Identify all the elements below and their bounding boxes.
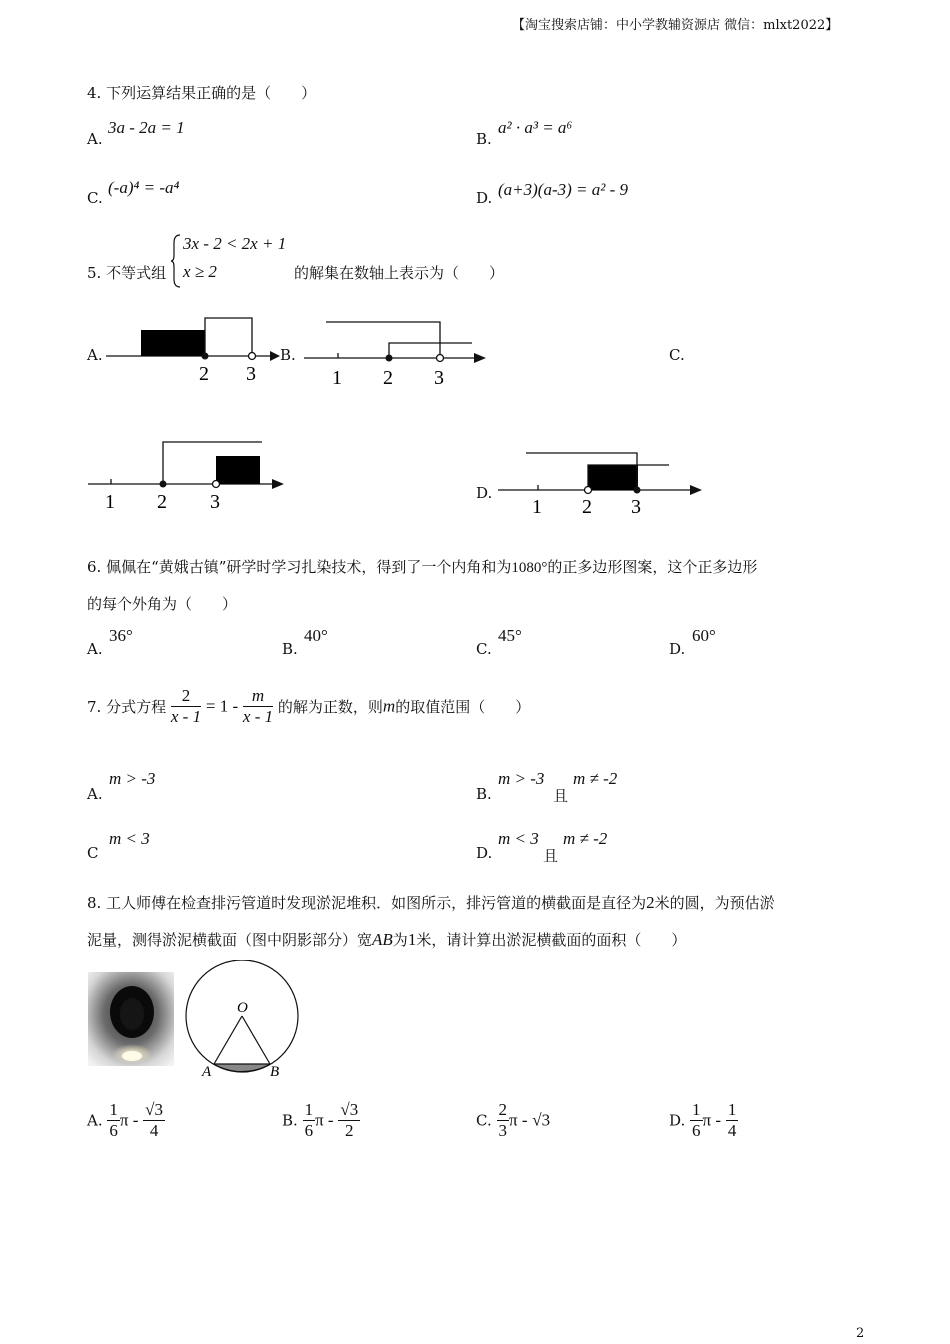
solid-point (160, 481, 167, 488)
q8-option-d-letter: D. (669, 1111, 686, 1130)
q7-frac1-numerator: 2 (171, 686, 201, 707)
q7-frac2-denominator: x - 1 (242, 707, 274, 726)
q6-option-b-value: 40° (304, 626, 328, 645)
q7-suffix-a: 的解为正数，则 (277, 698, 383, 716)
denominator: 4 (149, 1121, 159, 1140)
q4-option-b-letter: B. (476, 130, 492, 148)
tick-label: 2 (157, 491, 167, 513)
q6-option-a-value: 36° (109, 626, 133, 645)
tick-label: 1 (332, 367, 342, 389)
denominator: 2 (345, 1121, 354, 1140)
axis-arrow (270, 351, 280, 361)
q8-option-d-frac2 (726, 1100, 739, 1141)
tick-label: 3 (210, 491, 220, 513)
tick-label: 1 (532, 496, 542, 518)
q4-option-d-letter: D. (476, 189, 493, 207)
q7-option-d-letter: D. (476, 844, 493, 862)
q8-line2 (87, 929, 686, 950)
q4-option-c-letter: C. (87, 189, 103, 207)
solid-point (202, 353, 209, 360)
q6-line1 (87, 556, 757, 577)
tick-label: 2 (582, 496, 592, 518)
q8-option-b-pi: π - (315, 1110, 334, 1130)
q5-option-d-letter: D. (476, 484, 493, 502)
q8-line2b: 为 (392, 931, 408, 949)
label-b: B (270, 1064, 280, 1080)
q5-option-c-numberline (84, 436, 294, 516)
denominator: 6 (109, 1121, 118, 1140)
tick-label: 1 (105, 491, 115, 513)
shaded-region (216, 456, 260, 484)
q6-option-c-letter: C. (476, 640, 492, 658)
q7-mid: = 1 - (205, 696, 239, 716)
q8-option-c-tail: √3 (532, 1110, 551, 1130)
q5-option-c-letter: C. (669, 346, 685, 364)
q8-option-a-letter: A. (87, 1111, 103, 1130)
q8-option-a-frac1 (107, 1100, 120, 1141)
q5-option-a-numberline (100, 310, 290, 390)
axis-arrow (272, 479, 284, 489)
q6-option-d-value: 60° (692, 626, 716, 645)
q8-option-b (282, 1100, 360, 1141)
q7-suffix-b: 的取值范围（ ） (395, 698, 531, 716)
q8-option-c (476, 1100, 550, 1141)
q8-line1a: 8. 工人师傅在检查排污管道时发现淤泥堆积．如图所示，排污管道的横截面是直径为 (87, 894, 647, 912)
q6-line1a: 6. 佩佩在“黄娥古镇”研学时学习扎染技术，得到了一个内角和为 (87, 558, 512, 576)
header-banner: 【淘宝搜索店铺：中小学教辅资源店 微信：mlxt2022】 (512, 18, 839, 33)
q6-option-a-letter: A. (87, 640, 103, 658)
q8-option-a (87, 1100, 165, 1141)
hollow-point (585, 487, 592, 494)
q5-option-d-numberline (494, 446, 709, 526)
q6-option-d-letter: D. (669, 640, 686, 658)
q8-option-a-frac2 (143, 1100, 165, 1141)
q7-prefix: 7. 分式方程 (87, 698, 167, 716)
q5-option-b-numberline (300, 312, 495, 392)
q5-prefix: 5. 不等式组 (87, 264, 167, 282)
numerator: 1 (109, 1100, 118, 1119)
q6-option-c-value: 45° (498, 626, 522, 645)
q7-variable: m (382, 696, 396, 716)
q8-ab: AB (372, 930, 393, 949)
pipe-photo (88, 972, 174, 1066)
tick-label: 3 (246, 363, 256, 385)
tick-label: 3 (631, 496, 641, 518)
denominator: 6 (692, 1121, 701, 1140)
q8-option-d (669, 1100, 738, 1141)
q5-system-brace (170, 233, 182, 289)
q5-suffix: 的解集在数轴上表示为（ ） (294, 264, 505, 282)
denominator: 3 (498, 1121, 507, 1140)
q7-option-c-expr: m < 3 (109, 829, 150, 848)
q5-system-line2: x ≥ 2 (183, 262, 217, 281)
q8-circle-diagram (184, 960, 304, 1080)
q6-line2: 的每个外角为（ ） (87, 595, 238, 613)
q7-frac2-numerator: m (243, 686, 273, 707)
q8-option-b-letter: B. (282, 1111, 298, 1130)
denominator: 4 (727, 1121, 737, 1140)
q8-option-c-frac1 (497, 1100, 510, 1141)
bracket-line (389, 343, 472, 358)
label-a: A (202, 1064, 212, 1080)
q8-line2c: 米，请计算出淤泥横截面的面积（ ） (416, 931, 687, 949)
axis-arrow (690, 485, 702, 495)
q8-option-c-letter: C. (476, 1111, 492, 1130)
q8-line1b: 米的圆，为预估淤 (654, 894, 775, 912)
solid-point (386, 355, 393, 362)
q7-option-b-conj: 且 (553, 787, 569, 805)
q6-option-b-letter: B. (282, 640, 298, 658)
radius-ob (242, 1016, 270, 1064)
q8-line2a: 泥量，测得淤泥横截面（图中阴影部分）宽 (87, 931, 373, 949)
numerator: 1 (727, 1100, 737, 1119)
shaded-region (588, 465, 638, 490)
hollow-point (437, 355, 444, 362)
q5-option-b-letter: B. (280, 346, 296, 364)
q8-option-d-pi: π - (702, 1110, 722, 1130)
tick-label: 2 (383, 367, 393, 389)
numerator: √3 (145, 1100, 164, 1119)
q4-option-b-expr: a² · a³ = a⁶ (498, 118, 573, 137)
label-o: O (237, 1000, 248, 1016)
bracket-line (326, 322, 440, 358)
q8-diameter: 2 (646, 893, 655, 912)
q8-width: 1 (407, 930, 417, 949)
page-number: 2 (856, 1326, 865, 1341)
q7-option-d-expr2: m ≠ -2 (563, 829, 608, 848)
hollow-point (249, 353, 256, 360)
q7-option-b-expr: m > -3 (498, 769, 545, 788)
q8-option-c-pi: π - (509, 1110, 528, 1130)
q5-option-a-letter: A. (87, 346, 103, 364)
radius-oa (214, 1016, 242, 1064)
q7-fraction-2 (243, 686, 273, 727)
q6-angle-sum: 1080° (511, 560, 548, 576)
hollow-point (213, 481, 220, 488)
tick-label: 3 (434, 367, 444, 389)
q7-fraction-1 (171, 686, 201, 727)
q4-option-d-expr: (a+3)(a-3) = a² - 9 (498, 180, 629, 199)
q7-option-a-letter: A. (87, 785, 103, 803)
q8-option-b-frac2 (338, 1100, 360, 1141)
q4-option-a-letter: A. (87, 130, 103, 148)
bracket-line (205, 318, 252, 356)
q5-system-line1: 3x - 2 < 2x + 1 (183, 234, 287, 253)
denominator: 6 (304, 1121, 314, 1140)
q7-option-a-expr: m > -3 (109, 769, 156, 788)
solid-point (634, 487, 641, 494)
q8-line1 (87, 892, 775, 913)
shaded-region (141, 330, 205, 356)
q7-frac1-denominator: x - 1 (170, 707, 202, 726)
q7-option-d-conj: 且 (543, 847, 559, 865)
q8-option-b-frac1 (303, 1100, 316, 1141)
q7-option-b-expr2: m ≠ -2 (573, 769, 618, 788)
q7-equation-line (87, 686, 530, 727)
numerator: 1 (692, 1100, 701, 1119)
q4-option-a-expr: 3a - 2a = 1 (108, 118, 185, 137)
sludge-segment (214, 1064, 270, 1072)
numerator: 2 (498, 1100, 507, 1119)
numerator: 1 (304, 1100, 314, 1119)
q4-option-c-expr: (-a)⁴ = -a⁴ (108, 178, 180, 197)
q8-option-d-frac1 (690, 1100, 703, 1141)
axis-arrow (474, 353, 486, 363)
q7-option-b-letter: B. (476, 785, 492, 803)
q4-stem: 4. 下列运算结果正确的是（ ） (87, 84, 317, 102)
numerator: √3 (340, 1100, 359, 1119)
q7-option-d-expr: m < 3 (498, 829, 539, 848)
tick-label: 2 (199, 363, 209, 385)
q7-option-c-letter: C (87, 844, 99, 862)
q6-line1b: 的正多边形图案，这个正多边形 (547, 558, 758, 576)
q8-option-a-pi: π - (119, 1110, 139, 1130)
